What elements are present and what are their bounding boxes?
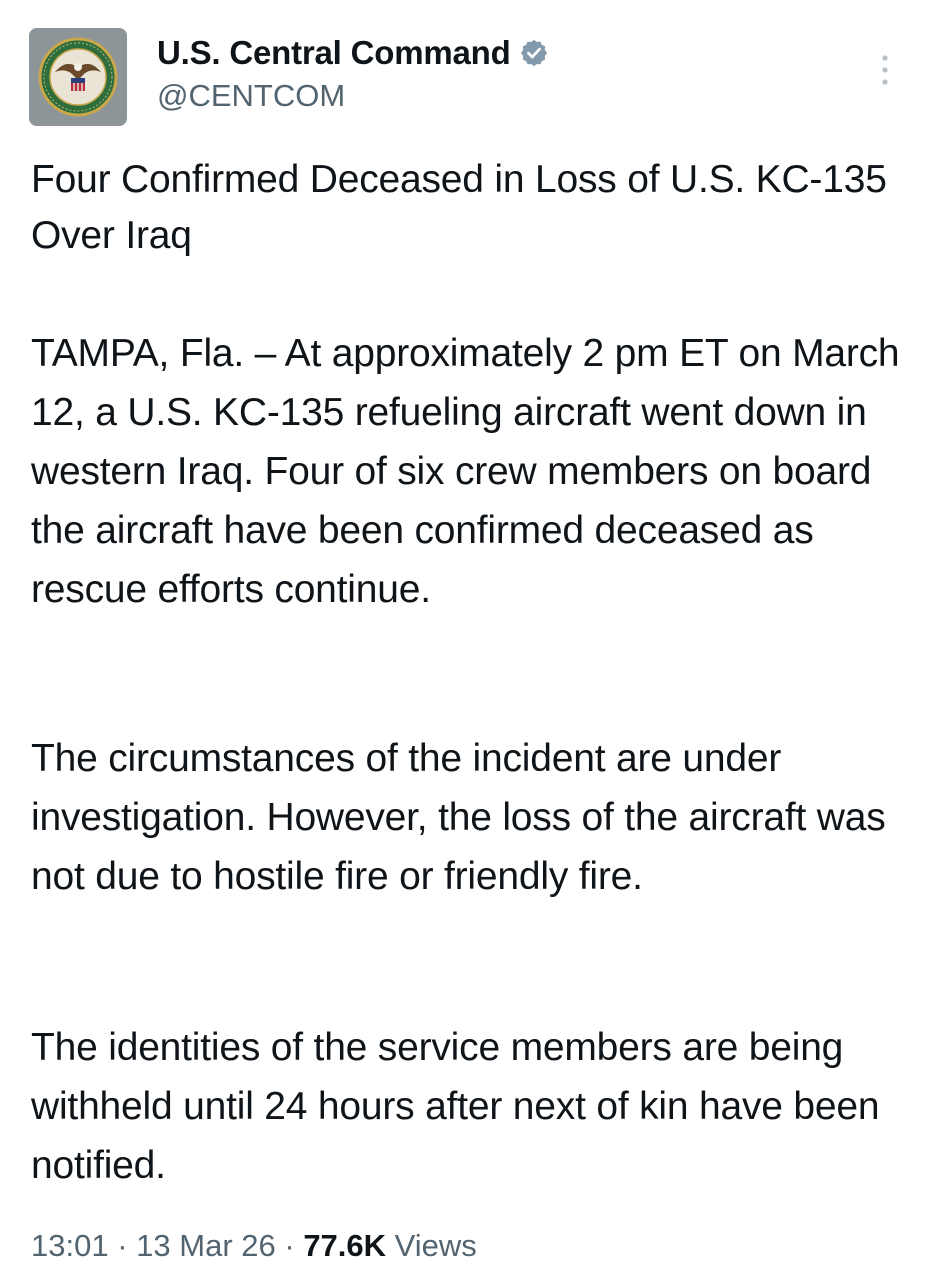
post-paragraph: TAMPA, Fla. – At approximately 2 pm ET on March 12, a U.S. KC-135 refueling aircraft went down in western Iraq. Four of six crew members on board the aircraft have been confirmed deceased as rescue efforts continue. xyxy=(31,332,900,611)
meta-separator: · xyxy=(117,1228,128,1263)
views-count[interactable]: 77.6K xyxy=(303,1228,387,1263)
views-label: Views xyxy=(394,1228,477,1263)
author-name-row xyxy=(157,32,549,74)
post-paragraph: The circumstances of the incident are under investigation. However, the loss of the aircraft was not due to hostile fire or friendly fire. xyxy=(31,737,886,898)
meta-separator: · xyxy=(284,1228,295,1263)
author-handle[interactable]: @CENTCOM xyxy=(157,78,346,113)
author-identity xyxy=(157,32,549,116)
avatar[interactable] xyxy=(29,28,127,126)
post-time[interactable]: 13:01 xyxy=(31,1228,109,1263)
post-paragraph: The identities of the service members are being withheld until 24 hours after next of kin have been notified. xyxy=(31,1026,880,1187)
post-date[interactable]: 13 Mar 26 xyxy=(136,1228,276,1263)
author-display-name[interactable]: U.S. Central Command xyxy=(157,34,511,71)
post-meta xyxy=(31,1226,477,1266)
more-options-icon[interactable] xyxy=(876,50,894,90)
centcom-seal-icon xyxy=(29,28,127,126)
post-headline: Four Confirmed Deceased in Loss of U.S. KC-135 Over Iraq xyxy=(31,158,887,257)
verified-badge-icon xyxy=(519,38,549,68)
